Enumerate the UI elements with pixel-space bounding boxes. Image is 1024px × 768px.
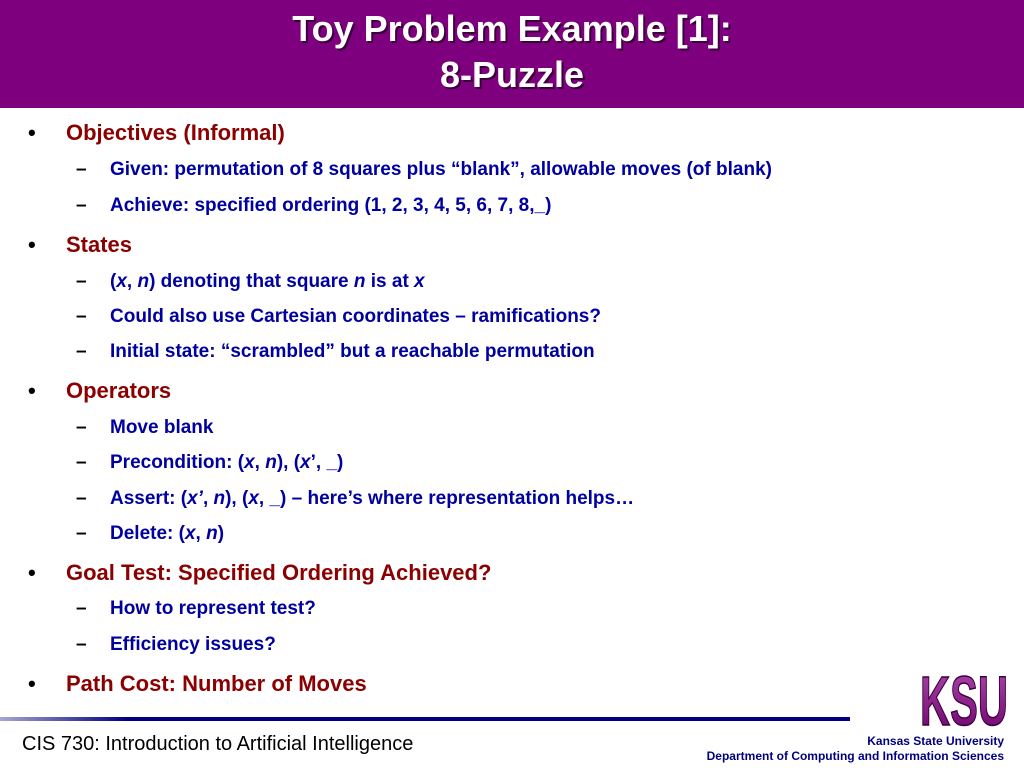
bullet-marker: • <box>28 378 36 403</box>
dash-marker: – <box>76 523 87 544</box>
bullet-marker: • <box>28 560 36 585</box>
footer-course: CIS 730: Introduction to Artificial Intelligence <box>22 733 414 755</box>
slide-title-line-2: 8-Puzzle <box>439 54 585 95</box>
slide-body <box>0 112 1024 702</box>
slide-title <box>0 6 1024 98</box>
bullet-label: Goal Test: Specified Ordering Achieved? <box>66 560 492 585</box>
sub-bullet-text: Efficiency issues? <box>110 634 276 655</box>
dash-marker: – <box>76 159 87 180</box>
sub-bullet-text: Could also use Cartesian coordinates – ramifications? <box>110 306 601 327</box>
bullet-label: States <box>66 232 133 257</box>
footer-institution <box>707 734 1004 764</box>
dash-marker: – <box>76 598 87 619</box>
bullet-label: Path Cost: Number of Moves <box>66 671 367 696</box>
footer-department: Department of Computing and Information Sciences <box>706 749 1004 763</box>
slide-title-line-1: Toy Problem Example [1]: <box>292 8 732 49</box>
sub-bullet-text: Move blank <box>110 417 214 438</box>
dash-marker: – <box>76 634 87 655</box>
bullet-marker: • <box>28 671 36 696</box>
dash-marker: – <box>76 341 87 362</box>
footer-divider <box>0 717 850 721</box>
dash-marker: – <box>76 271 87 292</box>
bullet-marker: • <box>28 120 36 145</box>
dash-marker: – <box>76 488 87 509</box>
bullet-label: Operators <box>66 378 172 403</box>
sub-bullet-text: Precondition: (x, n), (x’, _) <box>110 452 344 473</box>
sub-bullet-text: How to represent test? <box>110 598 316 619</box>
bullet-marker: • <box>28 232 36 257</box>
dash-marker: – <box>76 452 87 473</box>
sub-bullet-text: Delete: (x, n) <box>110 523 225 544</box>
sub-bullet-text: Given: permutation of 8 squares plus “blank”, allowable moves (of blank) <box>110 159 772 180</box>
sub-bullet-text: (x, n) denoting that square n is at x <box>110 271 425 292</box>
sub-bullet-text: Assert: (x’, n), (x, _) – here’s where representation helps… <box>110 488 635 509</box>
sub-bullet-text: Initial state: “scrambled” but a reachable permutation <box>110 341 595 362</box>
ksu-logo-icon <box>918 662 1010 734</box>
ksu-logo-text: KSU <box>920 662 1008 734</box>
sub-bullet-text: Achieve: specified ordering (1, 2, 3, 4, 5, 6, 7, 8,_) <box>110 195 552 216</box>
dash-marker: – <box>76 417 87 438</box>
dash-marker: – <box>76 195 87 216</box>
footer-university: Kansas State University <box>867 734 1004 748</box>
bullet-label: Objectives (Informal) <box>66 120 285 145</box>
title-band <box>0 0 1024 108</box>
dash-marker: – <box>76 306 87 327</box>
